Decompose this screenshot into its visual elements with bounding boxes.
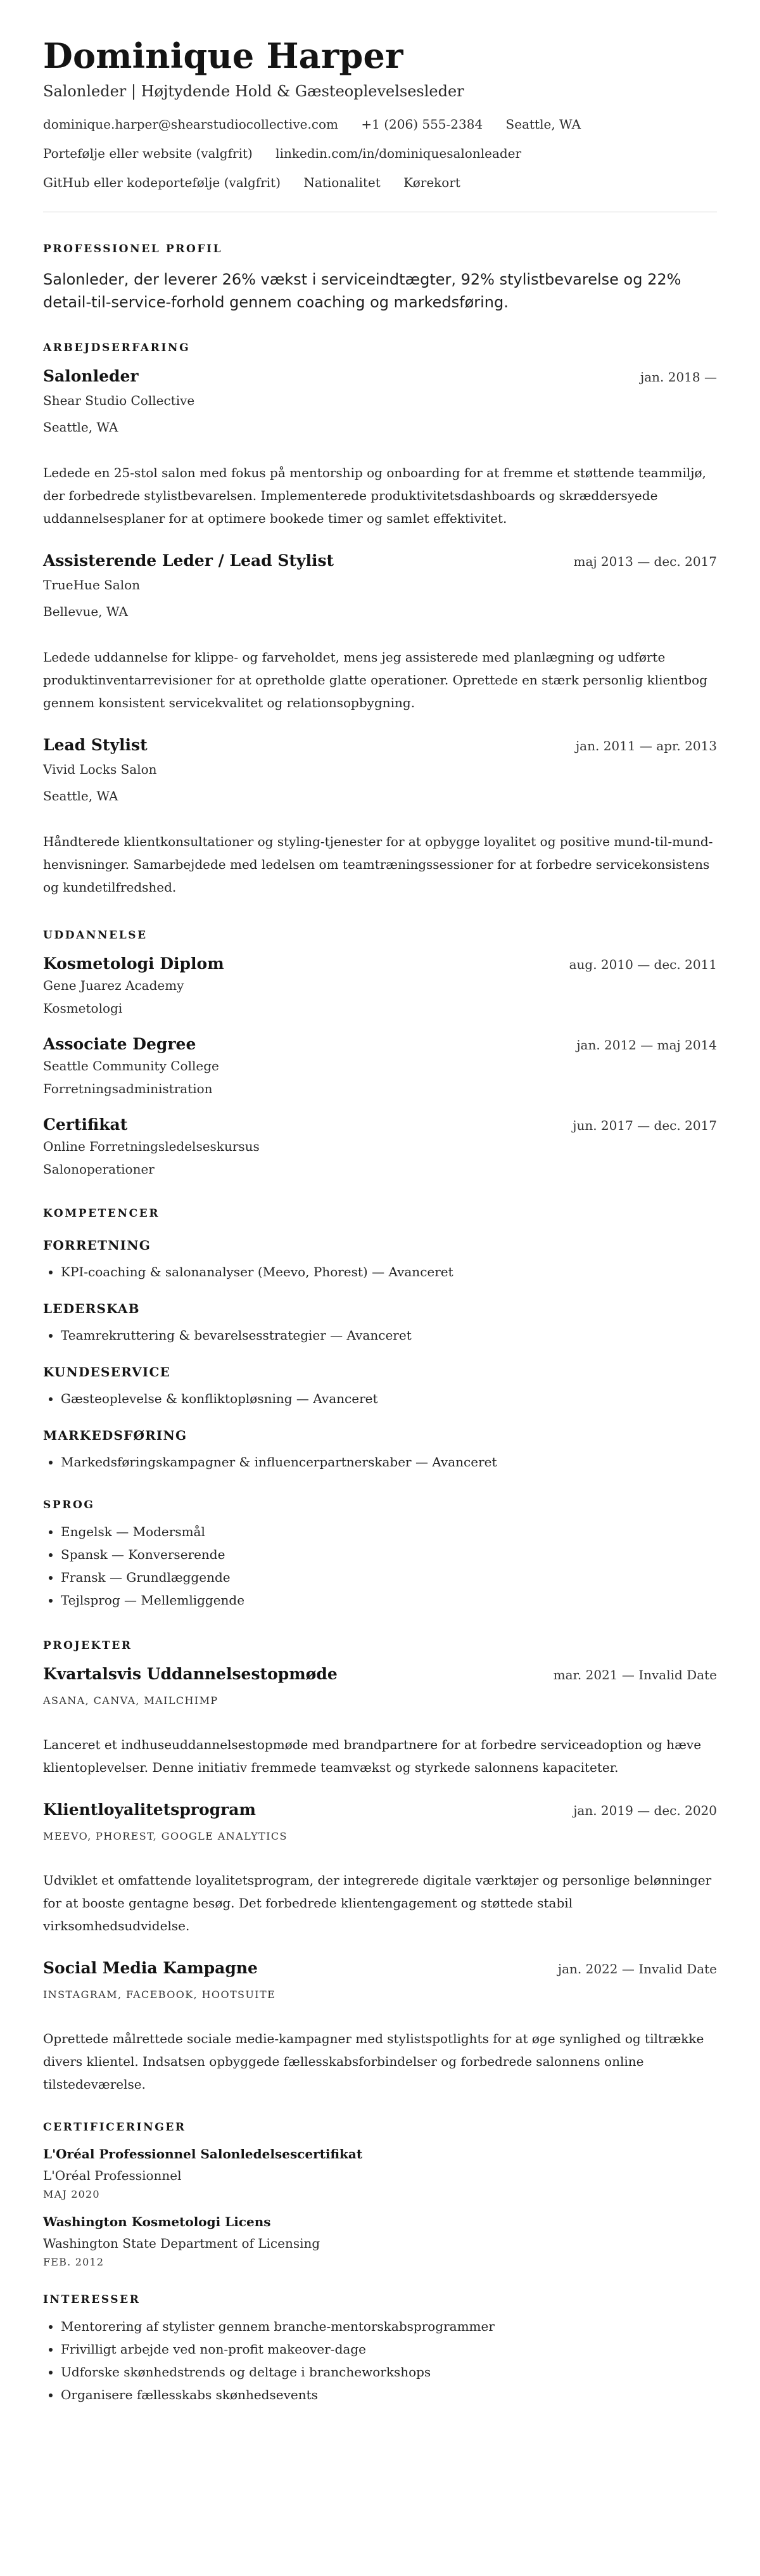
interests-heading: INTERESSER	[43, 2293, 141, 2307]
skill-item: • Gæsteoplevelse & konfliktopløsning — Avanceret	[61, 1387, 717, 1410]
language-item: • Spansk — Konverserende	[61, 1543, 717, 1566]
certification-entry	[43, 2146, 717, 2200]
project-entry	[43, 1959, 717, 2096]
degree-title: Kosmetologi Diplom	[43, 954, 224, 973]
contact-linkedin[interactable]: linkedin.com/in/dominiquesalonleader	[276, 146, 522, 162]
school-name: Seattle Community College	[43, 1058, 219, 1074]
profile-section	[43, 243, 717, 314]
language-item: • Tejlsprog — Mellemliggende	[61, 1589, 717, 1612]
interest-item: • Mentorering af stylister gennem branche-mentorskabsprogrammer	[61, 2315, 717, 2338]
project-description: Udviklet et omfattende loyalitetsprogram, der integrerede digitale værktøjer og personlige belønninger for at booste gentagne besøg. Det forbedrede klientengagement og støttede stabil virksomhedsudvidelse.	[43, 1873, 712, 1934]
language-item: • Engelsk — Modersmål	[61, 1520, 717, 1543]
project-title: Klientloyalitetsprogram	[43, 1800, 256, 1819]
school-name: Gene Juarez Academy	[43, 978, 184, 994]
project-title: Kvartalsvis Uddannelsestopmøde	[43, 1665, 338, 1684]
education-dates: aug. 2010 — dec. 2011	[569, 957, 717, 973]
skill-category: LEDERSKAB	[43, 1301, 140, 1317]
job-dates: jan. 2018 —	[640, 369, 717, 385]
certification-title: L'Oréal Professionnel Salonledelsescertifikat	[43, 2146, 363, 2162]
skill-list	[43, 1324, 717, 1347]
field-of-study: Forretningsadministration	[43, 1081, 213, 1097]
school-name: Online Forretningsledelseskursus	[43, 1139, 260, 1155]
education-entry	[43, 1115, 717, 1177]
profile-summary: Salonleder, der leverer 26% vækst i serviceindtægter, 92% stylistbevarelse og 22% detail-til-service-forhold gennem coaching og markedsføring.	[43, 271, 681, 312]
skill-category: FORRETNING	[43, 1238, 151, 1253]
skills-section	[43, 1207, 717, 1473]
project-title: Social Media Kampagne	[43, 1959, 258, 1978]
job-title: Assisterende Leder / Lead Stylist	[43, 551, 334, 570]
education-entry	[43, 1035, 717, 1096]
education-dates: jan. 2012 — maj 2014	[576, 1037, 717, 1053]
project-dates: jan. 2019 — dec. 2020	[573, 1803, 717, 1819]
skill-item: • KPI-coaching & salonanalyser (Meevo, Phorest) — Avanceret	[61, 1260, 717, 1283]
job-title: Lead Stylist	[43, 736, 148, 755]
projects-section	[43, 1639, 717, 2096]
project-entry	[43, 1665, 717, 1779]
field-of-study: Salonoperationer	[43, 1162, 155, 1177]
profile-heading: PROFESSIONEL PROFIL	[43, 243, 223, 256]
projects-heading: PROJEKTER	[43, 1639, 132, 1653]
candidate-headline: Salonleder | Højtydende Hold & Gæsteoplevelsesleder	[43, 82, 464, 101]
job-dates: jan. 2011 — apr. 2013	[575, 738, 717, 754]
skill-list	[43, 1260, 717, 1283]
experience-section	[43, 342, 717, 899]
job-company: Vivid Locks Salon	[43, 762, 157, 778]
job-description: Ledede uddannelse for klippe- og farveholdet, mens jeg assisterede med planlægning og udførte produktinventarrevisioner for at opretholde glatte operationer. Oprettede en stærk personlig klientbog gennem konsistent servicekvalitet og relationsopbygning.	[43, 650, 707, 711]
languages-heading: SPROG	[43, 1499, 95, 1512]
experience-heading: ARBEJDSERFARING	[43, 342, 191, 355]
project-dates: jan. 2022 — Invalid Date	[557, 1961, 717, 1977]
degree-title: Certifikat	[43, 1115, 128, 1134]
education-section	[43, 929, 717, 1177]
contact-license: Kørekort	[403, 175, 460, 191]
certification-entry	[43, 2214, 717, 2268]
job-location: Bellevue, WA	[43, 604, 128, 620]
interests-section	[43, 2293, 717, 2406]
project-description: Lanceret et indhuseuddannelsestopmøde med brandpartnere for at forbedre serviceadoption og hæve klientoplevelser. Denne initiativ fremmede teamvækst og styrkede salonnens kapaciteter.	[43, 1737, 702, 1776]
project-description: Oprettede målrettede sociale medie-kampagner med stylistspotlights for at øge synlighed og tiltrække divers klientel. Indsatsen opbyggede fællesskabsforbindelser og forbedrede salonnens online tilstedeværelse.	[43, 2031, 704, 2092]
skill-category: KUNDESERVICE	[43, 1364, 171, 1380]
contact-phone[interactable]: +1 (206) 555-2384	[361, 117, 483, 132]
certification-title: Washington Kosmetologi Licens	[43, 2214, 271, 2230]
skills-heading: KOMPETENCER	[43, 1207, 160, 1221]
project-tech: INSTAGRAM, FACEBOOK, HOOTSUITE	[43, 1989, 276, 2001]
skill-category: MARKEDSFØRING	[43, 1428, 187, 1444]
contact-row-extra	[43, 175, 717, 190]
experience-entry	[43, 367, 717, 530]
languages-section	[43, 1499, 717, 1612]
contact-nationality: Nationalitet	[303, 175, 381, 191]
experience-entry	[43, 551, 717, 714]
education-dates: jun. 2017 — dec. 2017	[573, 1118, 717, 1134]
certification-issuer: L'Oréal Professionnel	[43, 2168, 182, 2184]
skill-list	[43, 1387, 717, 1410]
interest-item: • Udforske skønhedstrends og deltage i brancheworkshops	[61, 2361, 717, 2383]
education-entry	[43, 954, 717, 1016]
project-entry	[43, 1800, 717, 1937]
experience-entry	[43, 736, 717, 899]
job-location: Seattle, WA	[43, 420, 118, 435]
candidate-name: Dominique Harper	[43, 35, 403, 76]
job-description: Håndterede klientkonsultationer og styling-tjenester for at opbygge loyalitet og positive mund-til-mund-henvisninger. Samarbejdede med ledelsen om teamtræningssessioner for at forbedre servicekonsistens og kundetilfredshed.	[43, 834, 713, 895]
project-tech: MEEVO, PHOREST, GOOGLE ANALYTICS	[43, 1830, 288, 1843]
certification-issuer: Washington State Department of Licensing	[43, 2236, 320, 2252]
contact-email[interactable]: dominique.harper@shearstudiocollective.com	[43, 117, 339, 132]
certification-date: MAJ 2020	[43, 2188, 100, 2201]
interest-item: • Frivilligt arbejde ved non-profit makeover-dage	[61, 2338, 717, 2361]
job-location: Seattle, WA	[43, 788, 118, 804]
certifications-section	[43, 2121, 717, 2268]
job-description: Ledede en 25-stol salon med fokus på mentorship og onboarding for at fremme et støttende teammiljø, der forbedrede stylistbevarelsen. Implementerede produktivitetsdashboards og skræddersyede uddannelsesplaner for at optimere bookede timer og samlet effektivitet.	[43, 465, 706, 527]
job-dates: maj 2013 — dec. 2017	[573, 554, 717, 570]
contact-location: Seattle, WA	[505, 117, 581, 132]
project-tech: ASANA, CANVA, MAILCHIMP	[43, 1695, 218, 1707]
degree-title: Associate Degree	[43, 1035, 196, 1054]
skill-item: • Teamrekruttering & bevarelsesstrategier — Avanceret	[61, 1324, 717, 1347]
contact-row-primary	[43, 117, 717, 132]
language-item: • Fransk — Grundlæggende	[61, 1566, 717, 1589]
education-heading: UDDANNELSE	[43, 929, 148, 942]
job-title: Salonleder	[43, 367, 139, 386]
job-company: Shear Studio Collective	[43, 393, 195, 409]
field-of-study: Kosmetologi	[43, 1001, 123, 1016]
certification-date: FEB. 2012	[43, 2256, 104, 2269]
skill-list	[43, 1451, 717, 1473]
project-dates: mar. 2021 — Invalid Date	[553, 1667, 717, 1683]
skill-item: • Markedsføringskampagner & influencerpartnerskaber — Avanceret	[61, 1451, 717, 1473]
interest-list	[43, 2315, 717, 2406]
interest-item: • Organisere fællesskabs skønhedsevents	[61, 2383, 717, 2406]
resume-header	[43, 37, 717, 212]
certifications-heading: CERTIFICERINGER	[43, 2121, 186, 2134]
contact-portfolio[interactable]: Portefølje eller website (valgfrit)	[43, 146, 253, 162]
contact-row-links	[43, 146, 717, 161]
language-list	[43, 1520, 717, 1612]
job-company: TrueHue Salon	[43, 577, 141, 593]
contact-github[interactable]: GitHub eller kodeportefølje (valgfrit)	[43, 175, 281, 191]
